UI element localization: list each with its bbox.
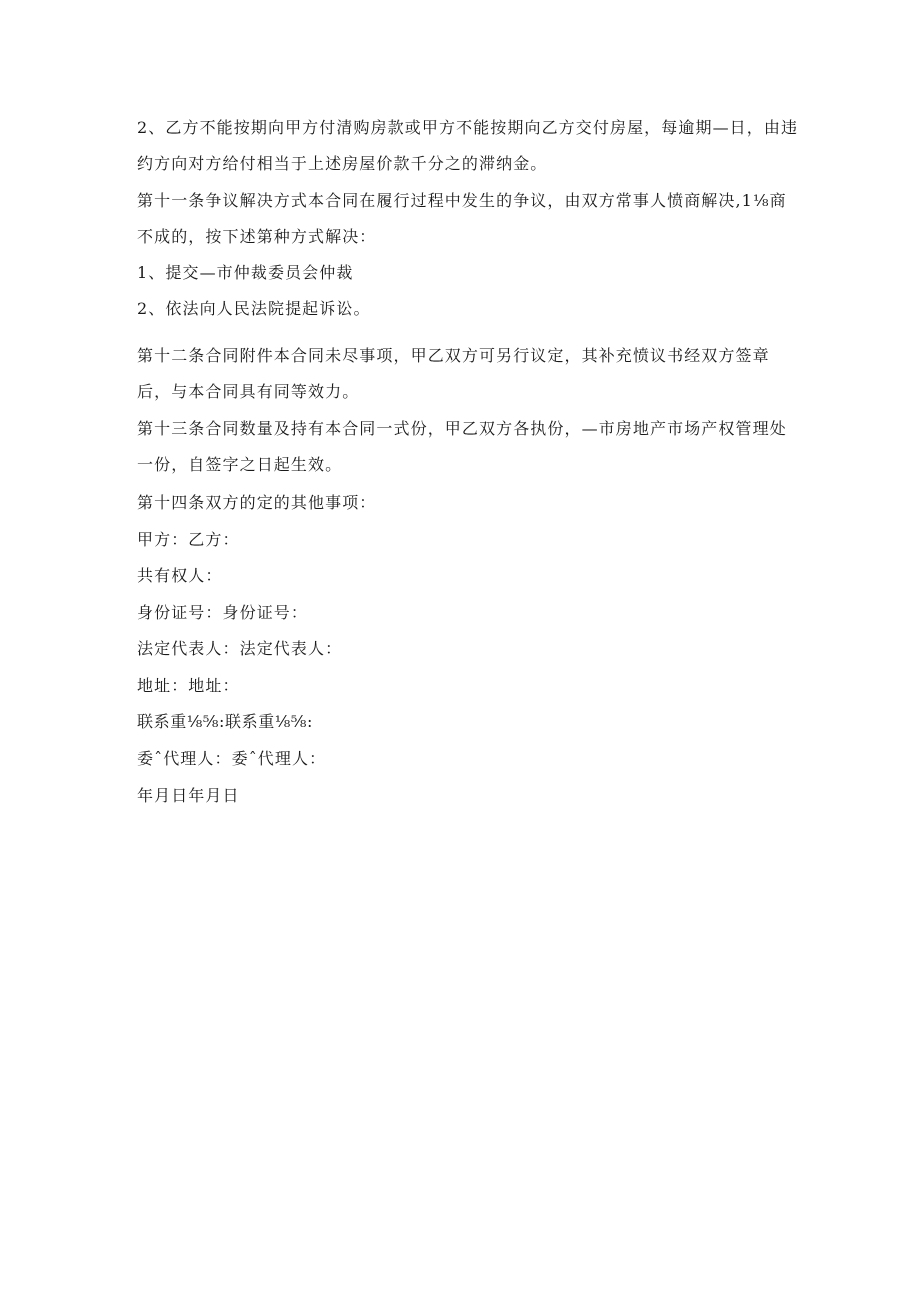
clause-12-line-2: 后，与本合同具有同等效力。 <box>137 382 360 401</box>
legal-rep-line: 法定代表人：法定代表人： <box>137 639 343 658</box>
clause-11-line-2: 不成的，按下述第种方式解决： <box>137 227 377 246</box>
date-line: 年月日年月日 <box>137 786 240 805</box>
agent-line: 委ˆ代理人：委ˆ代理人： <box>137 749 327 768</box>
contact-phone-line: 联系重⅛⅝:联系重⅛⅝: <box>137 712 314 731</box>
clause-14: 第十四条双方的定的其他事项： <box>137 493 377 512</box>
clause-10-item-2-line-1: 2、乙方不能按期向甲方付清购房款或甲方不能按期向乙方交付房屋，每逾期—日，由违 <box>137 118 799 137</box>
clause-11-line-1: 第十一条争议解决方式本合同在履行过程中发生的争议，由双方常事人愤商解决,1⅛商 <box>137 191 787 210</box>
clause-11-option-1: 1、提交—市仲裁委员会仲裁 <box>137 263 354 282</box>
address-line: 地址：地址： <box>137 676 240 695</box>
clause-13-line-2: 一份，自签字之日起生效。 <box>137 455 343 474</box>
clause-11-option-2: 2、依法向人民法院提起诉讼。 <box>137 299 371 318</box>
clause-12-line-1: 第十二条合同附件本合同未尽事项，甲乙双方可另行议定，其补充愤议书经双方签章 <box>137 346 770 365</box>
clause-10-item-2-line-2: 约方向对方给付相当于上述房屋价款千分之的滞纳金。 <box>137 154 548 173</box>
clause-13-line-1: 第十三条合同数量及持有本合同一式份，甲乙双方各执份，—市房地产市场产权管理处 <box>137 419 787 438</box>
party-a-b-line: 甲方：乙方： <box>137 530 240 549</box>
co-owner-line: 共有权人： <box>137 566 223 585</box>
id-number-line: 身份证号：身份证号： <box>137 603 309 622</box>
